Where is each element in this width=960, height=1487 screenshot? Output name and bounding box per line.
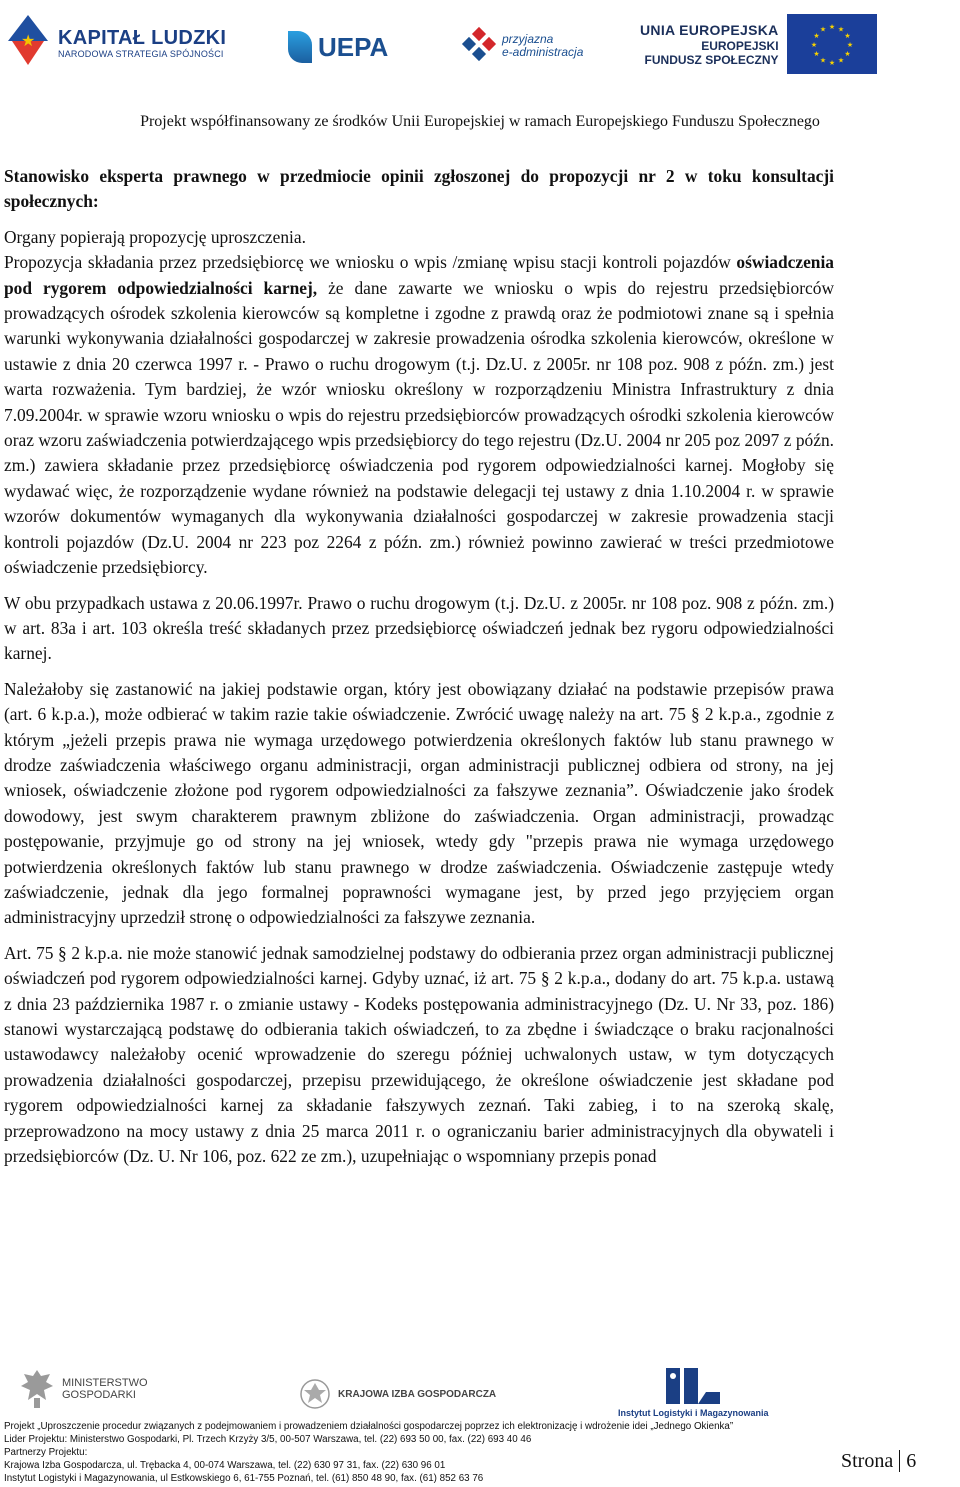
paragraph-2 <box>4 250 834 580</box>
svg-text:★: ★ <box>828 23 835 31</box>
paragraph-4: Należałoby się zastanowić na jakiej podstawie organ, który jest obowiązany działać na podstawie przepisów prawa (art. 6 k.p.a.), może odbierać w takim razie takie oświadczenie. Zwrócić uwagę należy na art. 75 § 2 k.p.a., zgodnie z którym „jeżeli przepis prawa nie wymaga urzędowego potwierdzenia określonych faktów lub stanu prawnego w drodze zaświadczenia właściwego organu administracji, organ administracji publicznej odbiera od strony, na jej wniosek, oświadczenie złożone pod rygorem odpowiedzialności za fałszywe zeznania”. Oświadczenie jako środek dowodowy, jest swym charakterem prawnym zbliżone do zaświadczenia. Organ administracji, prowadząc postępowanie, przyjmuje go od strony na jej wniosek, wtedy gdy "przepis prawa nie wymaga urzędowego potwierdzenia określonych faktów lub stanu prawnego w drodze zaświadczenia. Oświadczenie zastępuje wtedy zaświadczenie, jednak dla jego formalnej poprawności wymagane jest, by przed jego przyjęciem organ administracyjny uprzedził stronę o odpowiedzialności za fałszywe zeznania. <box>4 678 834 928</box>
svg-text:★: ★ <box>843 50 851 58</box>
header-logos <box>0 0 960 100</box>
footer-partners-label: Partnerzy Projektu: <box>4 1447 88 1458</box>
footer-partner-kig: Krajowa Izba Gospodarcza, ul. Trębacka 4, 00-074 Warszawa, tel. (22) 630 97 31, fax. (22) 630 96 01 <box>4 1460 446 1471</box>
kapital-ludzki-logo <box>8 12 226 74</box>
ilim-logo <box>618 1364 769 1418</box>
paragraph-2-bold: oświadczenia pod rygorem odpowiedzialności karnej, <box>4 252 834 298</box>
svg-text:★: ★ <box>828 59 835 67</box>
svg-text:★: ★ <box>837 56 844 65</box>
uepa-logo <box>288 22 388 72</box>
paragraph-3: W obu przypadkach ustawa z 20.06.1997r. Prawo o ruchu drogowym (t.j. Dz.U. z 2005r. nr 108 poz. 908 z późn. zm.) w art. 83a i art. 103 określa treść składanych przez przedsiębiorcę oświadczeń jednak bez rygoru odpowiedzialności karnej. <box>4 592 834 664</box>
svg-text:★: ★ <box>810 41 817 49</box>
mg-line2: GOSPODARKI <box>62 1389 136 1401</box>
eu-line1: UNIA EUROPEJSKA <box>640 21 779 38</box>
przyjazna-e-administracja-logo <box>462 26 583 66</box>
eu-logo <box>640 14 877 74</box>
kig-name: KRAJOWA IZBA GOSPODARCZA <box>338 1388 497 1400</box>
svg-text:★: ★ <box>843 32 851 40</box>
eu-flag-icon <box>787 14 877 74</box>
ilim-name: Instytut Logistyki i Magazynowania <box>618 1408 769 1418</box>
ilim-emblem-icon <box>658 1364 728 1408</box>
uepa-title: UEPA <box>318 32 389 62</box>
kapital-ludzki-subtitle: NARODOWA STRATEGIA SPÓJNOŚCI <box>58 49 224 59</box>
kig-emblem-icon <box>300 1378 330 1410</box>
ministerstwo-gospodarki-logo <box>20 1368 148 1410</box>
footer-logos <box>0 1360 960 1418</box>
mg-line1: MINISTERSTWO <box>62 1377 148 1389</box>
svg-text:★: ★ <box>819 25 826 34</box>
svg-text:★: ★ <box>837 25 844 34</box>
paragraph-2-lead: Propozycja składania przez przedsiębiorcę we wniosku o wpis /zmianę wpisu stacji kontroli pojazdów <box>4 252 737 273</box>
diamond-cluster-icon <box>462 29 496 63</box>
svg-text:★: ★ <box>846 41 853 49</box>
document-body <box>4 164 834 1169</box>
eagle-emblem-icon <box>20 1368 54 1410</box>
paragraph-5: Art. 75 § 2 k.p.a. nie może stanowić jednak samodzielnej podstawy do odbierania przez organ administracji publicznej oświadczeń pod rygorem odpowiedzialności karnej. Gdyby uznać, iż art. 75 § 2 k.p.a., dodany do art. 75 k.p.a. ustawą z dnia 23 października 1987 r. o zmianie ustawy - Kodeks postępowania administracyjnego (Dz. U. Nr 33, poz. 186) stanowi wystarczającą podstawę do odbierania takich oświadczeń, to za zbędne i świadczące o braku racjonalności ustawodawcy należałoby ocenić wprowadzenie do szeregu później uchwalonych ustaw, w tym dotyczących prowadzenia działalności gospodarczej, przepisu przewidującego, że określone oświadczenie jest składane pod rygorem odpowiedzialności karnej za składanie fałszywych zeznań. Taki zabieg, i to na szeroką skalę, przeprowadzono na mocy ustawy z dnia 25 marca 2011 r. o ograniczaniu barier administracyjnych dla obywateli i przedsiębiorców (Dz. U. Nr 106, poz. 622 ze zm.), uzupełniając o wspomniany przepis ponad <box>4 942 834 1167</box>
footer-leader: Lider Projektu: Ministerstwo Gospodarki, Pl. Trzech Krzyży 3/5, 00-507 Warszawa, tel. (22) 693 50 00, fax. (22) 693 40 46 <box>4 1434 532 1445</box>
footer-project: Projekt „Uproszczenie procedur związanych z podejmowaniem i prowadzeniem działalności gospodarczej poprzez ich elektronizację i wdrożenie idei „Jednego Okienka” <box>4 1421 734 1432</box>
document-title: Stanowisko eksperta prawnego w przedmiocie opinii zgłoszonej do propozycji nr 2 w toku konsultacji społecznych: <box>4 166 834 212</box>
eu-line3: FUNDUSZ SPOŁECZNY <box>644 52 779 67</box>
uepa-icon <box>288 31 312 63</box>
paragraph-2-rest: że dane zawarte we wniosku o wpis do rejestru przedsiębiorców prowadzących ośrodek szkolenia kierowców są kompletne i zgodne z prawdą oraz że podmiotowi znane są i spełnia warunki wykonywania działalności gospodarczej w zakresie prowadzenia ośrodka szkolenia kierowców, określone w ustawie z dnia 20 czerwca 1997 r. - Prawo o ruchu drogowym (t.j. Dz.U. z 2005r. nr 108 poz. 908 z późn. zm.) jest warta rozważenia. Tym bardziej, że wzór wniosku określony w rozporządzeniu Ministra Infrastruktury z dnia 7.09.2004r. w sprawie wzoru wniosku o wpis do rejestru przedsiębiorców prowadzących ośrodki szkolenia kierowców oraz wzoru zaświadczenia potwierdzającego wpis przedsiębiorcy do tego rejestru (Dz.U. 2004 nr 205 poz 2097 z późn. zm.) zawiera składanie przez przedsiębiorcę oświadczenia pod rygorem odpowiedzialności karnej. Mogłoby się wydawać więc, że rozporządzenie wydane również na podstawie delegacji tej ustawy z dnia 1.10.2004 r. w sprawie wzorów dokumentów wymaganych dla wykonywania działalności gospodarczej w zakresie prowadzenia stacji kontroli pojazdów (Dz.U. 2004 nr 223 poz 2264 z późn. zm.) również powinno zawierać w treści przedmiotowe oświadczenie przedsiębiorcy. <box>4 277 834 578</box>
krajowa-izba-gospodarcza-logo <box>300 1378 496 1410</box>
eu-line2: EUROPEJSKI <box>701 38 779 53</box>
svg-text:★: ★ <box>819 56 826 65</box>
page-label: Strona <box>841 1450 894 1472</box>
page-number-value: 6 <box>906 1450 917 1472</box>
footer-text <box>4 1420 844 1485</box>
cofunding-note: Projekt współfinansowany ze środków Unii Europejskiej w ramach Europejskiego Funduszu Społecznego <box>140 113 820 130</box>
pea-line2: e-administracja <box>502 45 584 59</box>
kapital-ludzki-title: KAPITAŁ LUDZKI <box>58 27 227 49</box>
kapital-ludzki-icon: ★ <box>8 15 48 71</box>
svg-text:★: ★ <box>812 32 820 40</box>
page-number <box>841 1450 916 1473</box>
footer-partner-ilim: Instytut Logistyki i Magazynowania, ul Estkowskiego 6, 61-755 Poznań, tel. (61) 850 48 90, fax. (61) 852 63 76 <box>4 1473 484 1484</box>
pea-line1: przyjazna <box>502 32 554 46</box>
svg-text:★: ★ <box>812 50 820 58</box>
paragraph-1: Organy popierają propozycję uproszczenia. <box>4 226 306 247</box>
